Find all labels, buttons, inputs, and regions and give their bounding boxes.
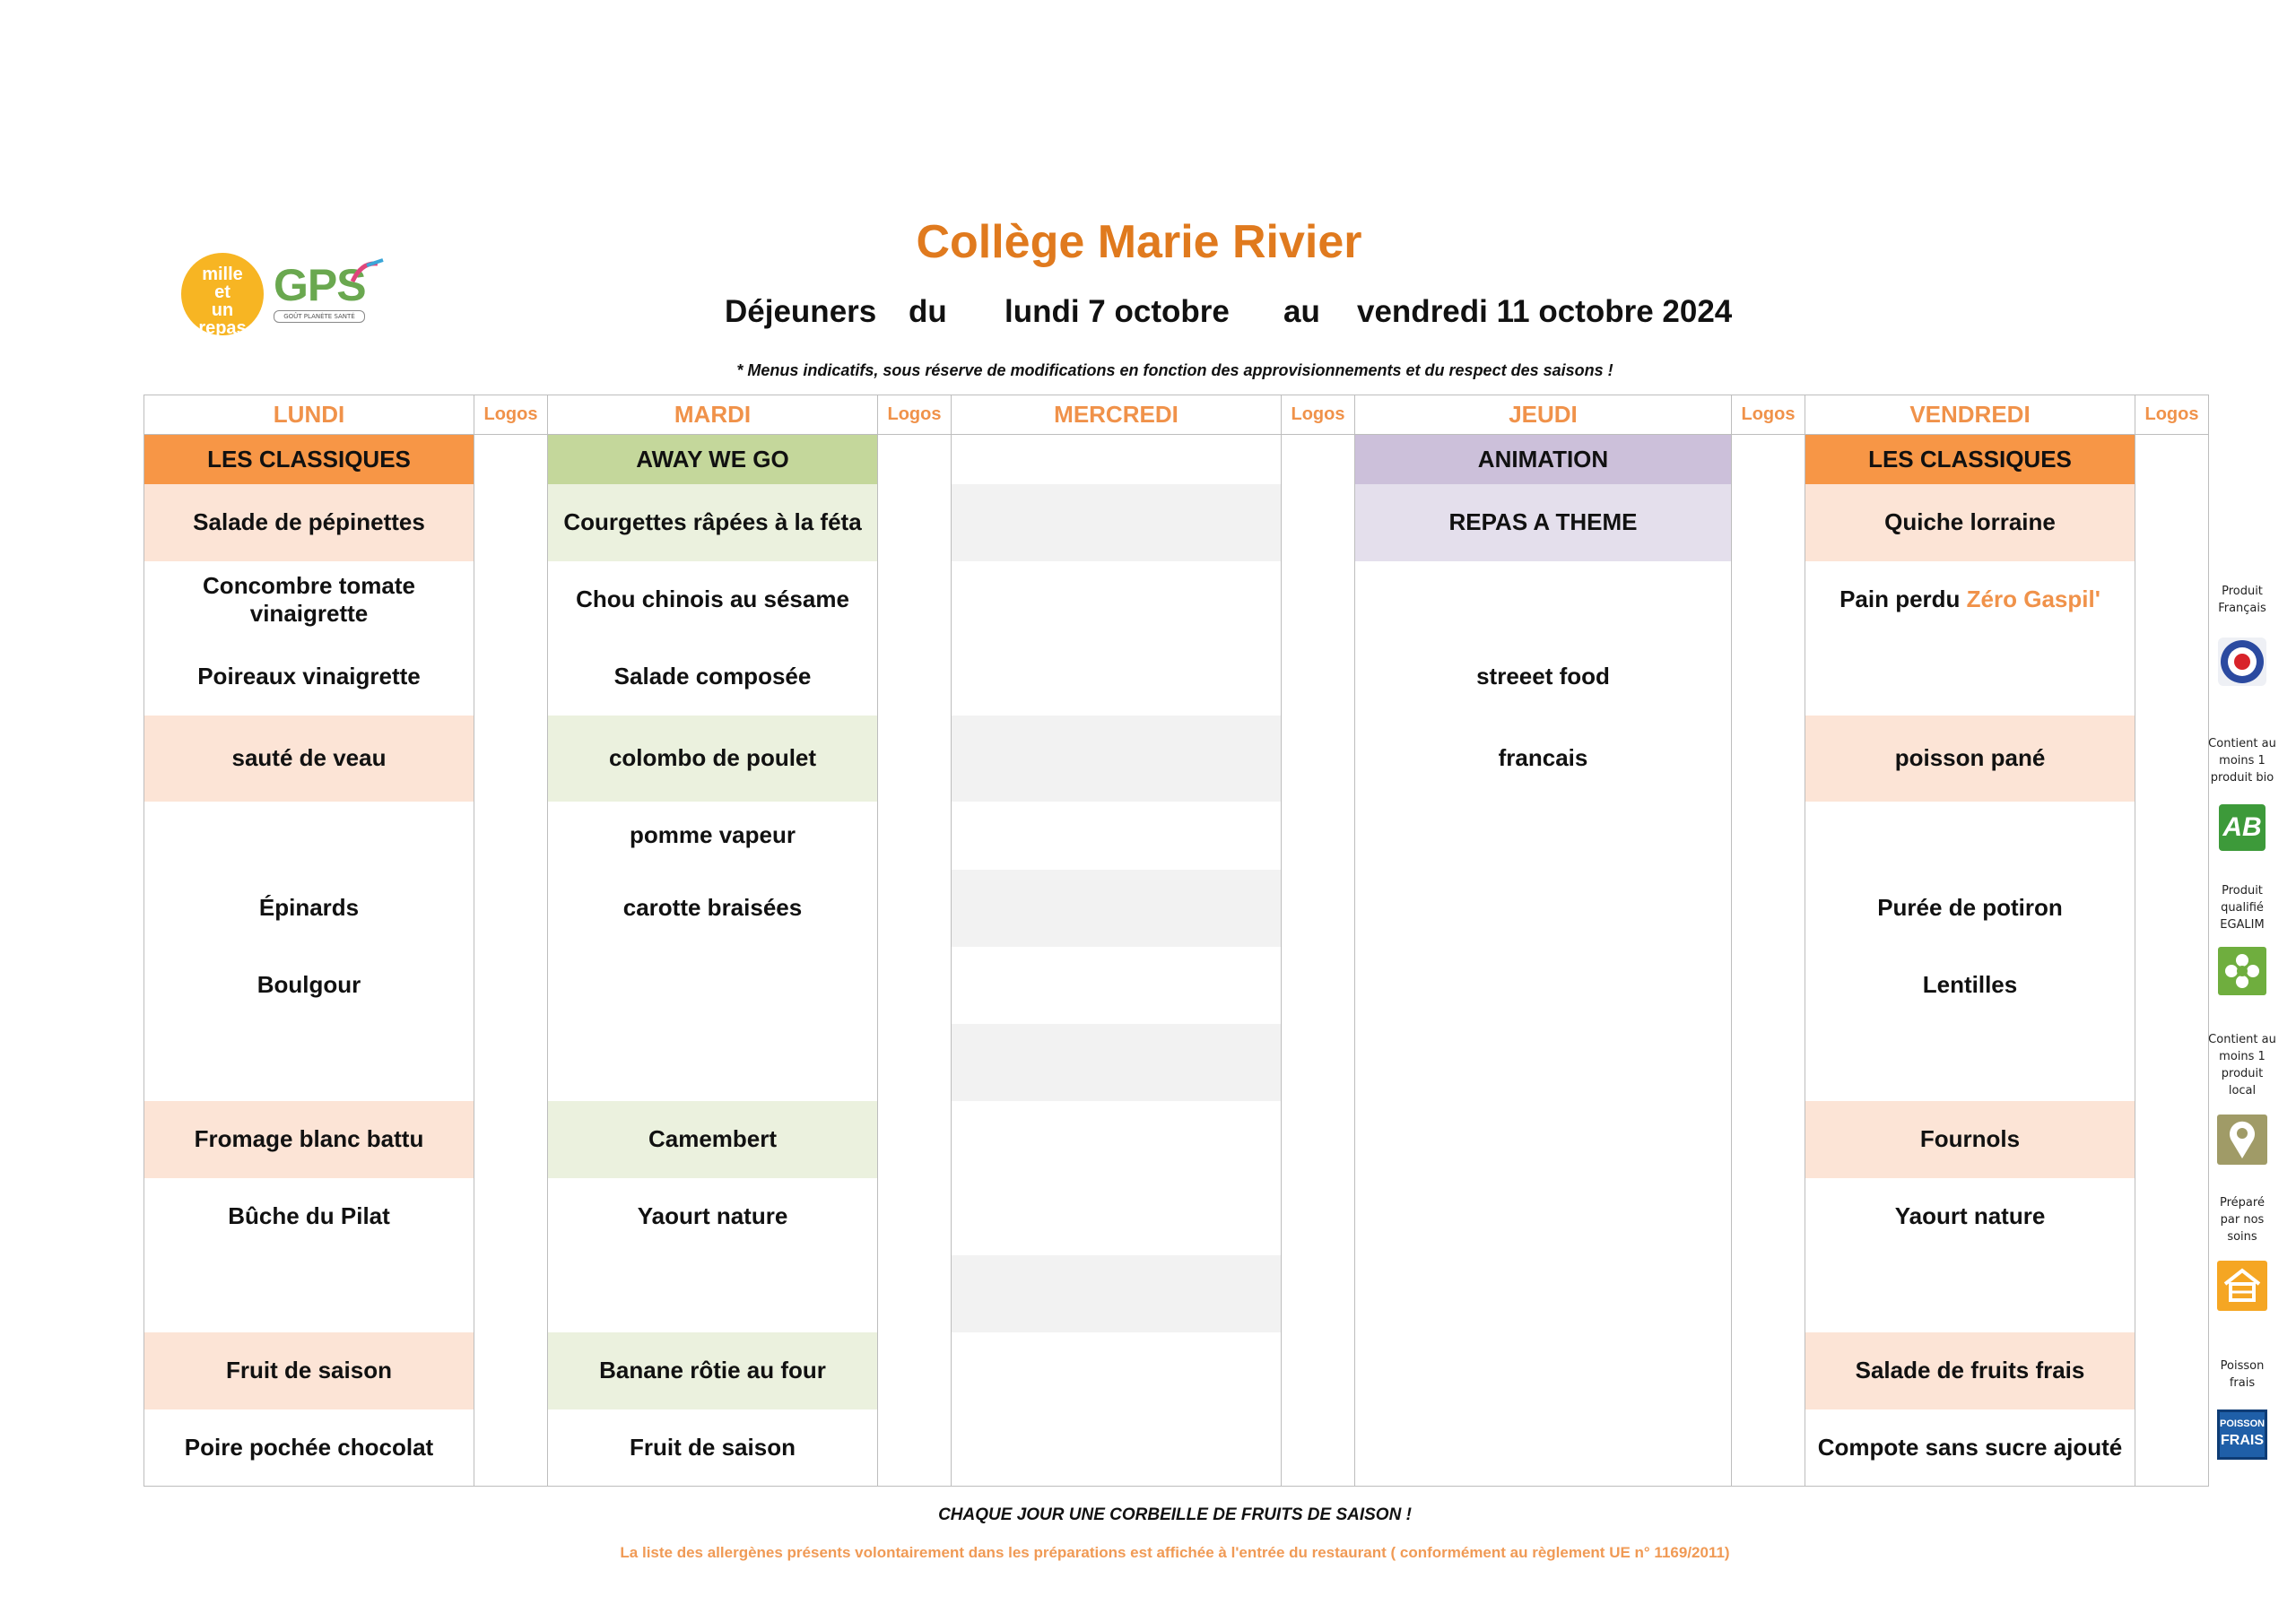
subtitle-end-date: vendredi 11 octobre 2024 [1357, 294, 1733, 329]
menu-item [548, 947, 878, 1024]
menu-item: Compote sans sucre ajouté [1805, 1409, 2135, 1487]
menu-item: Salade de fruits frais [1805, 1332, 2135, 1409]
menu-item: Bûche du Pilat [144, 1178, 474, 1255]
legend-produit-francais [2188, 583, 2296, 689]
menu-item-text: Pain perdu [1839, 585, 1961, 612]
legend-label: Préparé par nos soins [2220, 1196, 2265, 1244]
table-row [144, 947, 2209, 1024]
menu-item: Fruit de saison [144, 1332, 474, 1409]
fruit-notice: CHAQUE JOUR UNE CORBEILLE DE FRUITS DE SAISON ! [938, 1505, 1412, 1524]
ab-bio-icon-text: AB [2222, 812, 2262, 842]
menu-item: Poireaux vinaigrette [144, 638, 474, 716]
menu-item [548, 1024, 878, 1101]
page-title: Collège Marie Rivier [916, 216, 1362, 268]
menu-item: pomme vapeur [548, 802, 878, 870]
menu-item: REPAS A THEME [1355, 484, 1732, 561]
menu-item: Banane rôtie au four [548, 1332, 878, 1409]
menu-item: colombo de poulet [548, 716, 878, 802]
menu-item: Poire pochée chocolat [144, 1409, 474, 1487]
gps-logo [274, 262, 390, 334]
subtitle-from: du [909, 294, 947, 329]
subtitle-to: au [1283, 294, 1320, 329]
menu-item: Boulgour [144, 947, 474, 1024]
menu-item: Épinards [144, 870, 474, 947]
menu-item [144, 802, 474, 870]
menu-item [1805, 802, 2135, 870]
table-row [144, 484, 2209, 561]
legend-label: Poisson frais [2220, 1359, 2265, 1390]
theme-lundi: LES CLASSIQUES [144, 435, 474, 484]
menu-item [144, 1255, 474, 1332]
menu-item: sauté de veau [144, 716, 474, 802]
theme-jeudi: ANIMATION [1355, 435, 1732, 484]
menu-item: Fruit de saison [548, 1409, 878, 1487]
menu-item: Courgettes râpées à la féta [548, 484, 878, 561]
day-header-row [144, 395, 2209, 435]
disclaimer-note: * Menus indicatifs, sous réserve de modifications en fonction des approvisionnements et du respect des saisons ! [736, 361, 1613, 379]
col-header-logos: Logos [878, 395, 952, 435]
legend-label: Produit Français [2218, 585, 2266, 615]
menu-item [548, 1255, 878, 1332]
legend-egalim [2188, 882, 2296, 996]
col-header-mercredi: MERCREDI [952, 395, 1282, 435]
menu-item [144, 1024, 474, 1101]
menu-item: Yaourt nature [548, 1178, 878, 1255]
legend-poisson-frais [2188, 1357, 2296, 1460]
menu-table [144, 395, 2209, 1487]
theme-mardi: AWAY WE GO [548, 435, 878, 484]
table-row [144, 638, 2209, 716]
poisson-frais-text-2: FRAIS [2221, 1433, 2264, 1448]
theme-vendredi: LES CLASSIQUES [1805, 435, 2135, 484]
menu-item: Lentilles [1805, 947, 2135, 1024]
table-row [144, 1255, 2209, 1332]
table-row [144, 561, 2209, 638]
menu-item: Camembert [548, 1101, 878, 1178]
menu-item: streeet food [1355, 638, 1732, 716]
col-header-vendredi: VENDREDI [1805, 395, 2135, 435]
menu-item [1805, 1024, 2135, 1101]
zero-gaspil-badge: Zéro Gaspil' [1966, 585, 2100, 612]
menu-item [1805, 638, 2135, 716]
ab-bio-icon [2219, 804, 2266, 851]
table-row [144, 1178, 2209, 1255]
table-row [144, 870, 2209, 947]
table-row [144, 1101, 2209, 1178]
menu-item [1355, 561, 1732, 638]
subtitle-start-date: lundi 7 octobre [1004, 294, 1230, 329]
cocarde-icon [2215, 635, 2269, 689]
col-header-logos: Logos [1732, 395, 1805, 435]
subtitle-label: Déjeuners [725, 294, 877, 329]
menu-item: poisson pané [1805, 716, 2135, 802]
col-header-mardi: MARDI [548, 395, 878, 435]
theme-row [144, 435, 2209, 484]
legend-label: Contient au moins 1 produit bio [2208, 737, 2276, 785]
table-row [144, 1409, 2209, 1487]
menu-item: carotte braisées [548, 870, 878, 947]
col-header-logos: Logos [1282, 395, 1355, 435]
house-icon [2216, 1260, 2268, 1312]
allergen-notice: La liste des allergènes présents volontairement dans les préparations est affichée à l'entrée du restaurant ( conformément au règlement UE n° 1169/2011) [620, 1544, 1730, 1561]
legend-label: Produit qualifié EGALIM [2220, 884, 2265, 932]
menu-item [1805, 1255, 2135, 1332]
menu-item: Fournols [1805, 1101, 2135, 1178]
col-header-lundi: LUNDI [144, 395, 474, 435]
menu-item: Concombre tomate vinaigrette [144, 561, 474, 638]
egalim-flower-icon [2217, 946, 2267, 996]
map-pin-icon [2216, 1114, 2268, 1166]
table-row [144, 716, 2209, 802]
menu-item-pain-perdu [1805, 561, 2135, 638]
legend-local [2188, 1031, 2296, 1166]
menu-item: francais [1355, 716, 1732, 802]
legend-label: Contient au moins 1 produit local [2208, 1033, 2276, 1097]
menu-item: Purée de potiron [1805, 870, 2135, 947]
menu-item: Chou chinois au sésame [548, 561, 878, 638]
menu-item: Yaourt nature [1805, 1178, 2135, 1255]
table-row [144, 1332, 2209, 1409]
gps-logo-text: GPS [274, 260, 366, 310]
table-row [144, 802, 2209, 870]
menu-item: Salade de pépinettes [144, 484, 474, 561]
legend-fait-maison [2188, 1194, 2296, 1312]
menu-item: Salade composée [548, 638, 878, 716]
col-header-jeudi: JEUDI [1355, 395, 1732, 435]
menu-item: Fromage blanc battu [144, 1101, 474, 1178]
mille-repas-logo-text: mille et un repas [198, 265, 247, 338]
col-header-logos: Logos [2135, 395, 2209, 435]
legend-bio [2188, 735, 2296, 851]
col-header-logos: Logos [474, 395, 548, 435]
table-row [144, 1024, 2209, 1101]
gps-tagline: GOÛT PLANÈTE SANTÉ [274, 310, 365, 323]
menu-item: Quiche lorraine [1805, 484, 2135, 561]
poisson-frais-text-1: POISSON [2220, 1418, 2266, 1429]
poisson-frais-icon [2217, 1409, 2267, 1460]
